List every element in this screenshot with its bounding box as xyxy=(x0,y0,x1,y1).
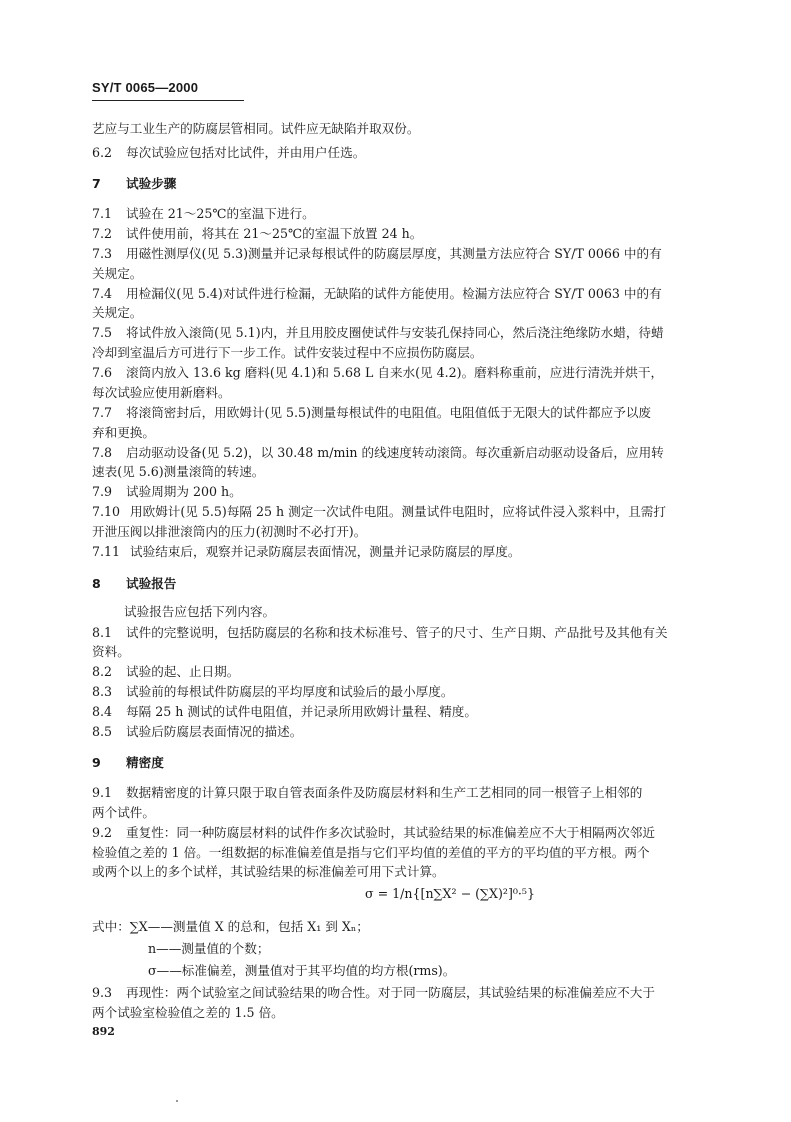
clause-number: 7.5 xyxy=(92,325,113,340)
clause-number: 7.10 xyxy=(92,504,121,519)
clause-number: 7.6 xyxy=(92,365,113,380)
clause-number: 8.2 xyxy=(92,664,113,679)
clause-7-6-cont xyxy=(92,382,712,404)
paragraph-line xyxy=(92,118,712,140)
section-number: 7 xyxy=(92,176,101,191)
section-title: 试验步骤 xyxy=(126,176,177,191)
clause-text: 每次试验应包括对比试件，并由用户任选。 xyxy=(126,145,366,160)
std-dev-formula: σ = 1/n{[n∑X² − (∑X)²]⁰·⁵} xyxy=(365,886,535,901)
clause-9-1-cont xyxy=(92,802,712,824)
clause-text: 再现性：两个试验室之间试验结果的吻合性。对于同一防腐层，其试验结果的标准偏差应不大于 xyxy=(126,985,655,1000)
clause-text: 启动驱动设备(见 5.2)，以 30.48 m/min 的线速度转动滚筒。每次重新启动驱动设备后，应用转 xyxy=(126,445,664,460)
clause-text: 试验前的每根试件防腐层的平均厚度和试验后的最小厚度。 xyxy=(126,684,454,699)
clause-text: 试验周期为 200 h。 xyxy=(126,484,242,499)
clause-text: 试验的起、止日期。 xyxy=(126,664,240,679)
section-7-heading xyxy=(92,173,712,195)
clause-text: 或两个以上的多个试样，其试验结果的标准偏差可用下式计算。 xyxy=(92,864,445,879)
clause-number: 7.11 xyxy=(92,544,121,559)
clause-7-1 xyxy=(92,203,712,225)
clause-7-7-cont xyxy=(92,422,712,444)
clause-7-8-cont xyxy=(92,461,712,483)
clause-7-9 xyxy=(92,481,712,503)
clause-text: 开泄压阀以排泄滚筒内的压力(初测时不必打开)。 xyxy=(92,524,367,539)
clause-7-7 xyxy=(92,402,712,424)
clause-number: 7.1 xyxy=(92,206,113,221)
section-8-intro xyxy=(92,601,744,623)
section-8-heading xyxy=(92,573,712,595)
clause-6-2 xyxy=(92,142,712,164)
clause-number: 7.9 xyxy=(92,484,113,499)
clause-number: 7.3 xyxy=(92,246,113,261)
clause-text: 关规定。 xyxy=(92,305,143,320)
clause-8-3 xyxy=(92,681,712,703)
formula-legend-n: n——测量值的个数； xyxy=(148,941,270,956)
clause-7-4-cont xyxy=(92,302,712,324)
clause-number: 8.5 xyxy=(92,724,113,739)
clause-text: 每隔 25 h 测试的试件电阻值，并记录所用欧姆计量程、精度。 xyxy=(126,704,477,719)
clause-text: 资料。 xyxy=(92,644,130,659)
clause-text: 速表(见 5.6)测量滚筒的转速。 xyxy=(92,464,265,479)
clause-7-6 xyxy=(92,362,712,384)
clause-number: 7.4 xyxy=(92,286,113,301)
clause-9-2-cont2 xyxy=(92,861,712,883)
clause-7-10 xyxy=(92,501,712,523)
clause-number: 9.1 xyxy=(92,785,113,800)
clause-text: 试验结束后，观察并记录防腐层表面情况，测量并记录防腐层的厚度。 xyxy=(130,544,521,559)
clause-8-4 xyxy=(92,701,712,723)
section-9-heading xyxy=(92,752,712,774)
clause-number: 8.3 xyxy=(92,684,113,699)
clause-text: 将滚筒密封后，用欧姆计(见 5.5)测量每根试件的电阻值。电阻值低于无限大的试件都应予以废 xyxy=(126,405,652,420)
clause-text: 两个试件。 xyxy=(92,805,155,820)
clause-text: 试件的完整说明，包括防腐层的名称和技术标准号、管子的尺寸、生产日期、产品批号及其他有关 xyxy=(126,625,668,640)
page-header xyxy=(92,80,244,95)
clause-8-2 xyxy=(92,661,712,683)
clause-text: 冷却到室温后方可进行下一步工作。试件安装过程中不应损伤防腐层。 xyxy=(92,345,483,360)
clause-text: 数据精密度的计算只限于取自管表面条件及防腐层材料和生产工艺相同的同一根管子上相邻的 xyxy=(126,785,643,800)
clause-9-3 xyxy=(92,982,712,1004)
clause-number: 6.2 xyxy=(92,145,113,160)
clause-text: 重复性：同一种防腐层材料的试件作多次试验时，其试验结果的标准偏差应不大于相隔两次邻近 xyxy=(126,825,655,840)
clause-text: 每次试验应使用新磨料。 xyxy=(92,385,231,400)
clause-number: 9.2 xyxy=(92,825,113,840)
standard-code: SY/T 0065—2000 xyxy=(92,80,199,95)
page-number: 892 xyxy=(92,1025,115,1038)
clause-number: 7.8 xyxy=(92,445,113,460)
clause-text: 试验后防腐层表面情况的描述。 xyxy=(126,724,303,739)
scan-speck xyxy=(176,1100,178,1102)
header-rule xyxy=(92,100,244,101)
formula-legend-sigma: σ——标准偏差，测量值对于其平均值的均方根(rms)。 xyxy=(148,963,456,978)
clause-text: 试件使用前，将其在 21～25℃的室温下放置 24 h。 xyxy=(126,226,423,241)
clause-7-3 xyxy=(92,243,712,265)
clause-7-5 xyxy=(92,322,712,344)
section-title: 试验报告 xyxy=(126,576,177,591)
clause-text: 用检漏仪(见 5.4)对试件进行检漏，无缺陷的试件方能使用。检漏方法应符合 SY/T 0063 中的有 xyxy=(126,286,662,301)
clause-8-1-cont xyxy=(92,641,712,663)
clause-text: 弃和更换。 xyxy=(92,425,155,440)
clause-text: 将试件放入滚筒(见 5.1)内，并且用胶皮圈使试件与安装孔保持同心，然后浇注绝缘防水蜡，待蜡 xyxy=(126,325,664,340)
text: 艺应与工业生产的防腐层管相同。试件应无缺陷并取双份。 xyxy=(92,121,420,136)
clause-7-3-cont xyxy=(92,263,712,285)
section-number: 8 xyxy=(92,576,101,591)
section-title: 精密度 xyxy=(126,755,164,770)
clause-text: 用磁性测厚仪(见 5.3)测量并记录每根试件的防腐层厚度，其测量方法应符合 SY/T 0066 中的有 xyxy=(126,246,662,261)
clause-text: 滚筒内放入 13.6 kg 磨料(见 4.1)和 5.68 L 自来水(见 4.2)。磨料称重前，应进行清洗并烘干， xyxy=(126,365,664,380)
clause-text: 关规定。 xyxy=(92,266,143,281)
clause-text: 试验在 21～25℃的室温下进行。 xyxy=(126,206,315,221)
formula-legend-sum: 式中：∑X——测量值 X 的总和，包括 X₁ 到 Xₙ； xyxy=(92,919,369,934)
paragraph-text: 试验报告应包括下列内容。 xyxy=(124,604,276,619)
clause-9-3-cont xyxy=(92,1002,712,1024)
clause-7-11 xyxy=(92,541,712,563)
clause-number: 8.4 xyxy=(92,704,113,719)
clause-number: 9.3 xyxy=(92,985,113,1000)
clause-9-1 xyxy=(92,782,712,804)
clause-number: 7.2 xyxy=(92,226,113,241)
clause-7-5-cont xyxy=(92,342,712,364)
clause-8-5 xyxy=(92,721,712,743)
section-number: 9 xyxy=(92,755,101,770)
clause-number: 8.1 xyxy=(92,625,113,640)
clause-9-2 xyxy=(92,822,712,844)
clause-number: 7.7 xyxy=(92,405,113,420)
clause-text: 用欧姆计(见 5.5)每隔 25 h 测定一次试件电阻。测量试件电阻时，应将试件浸入浆料中，且需打 xyxy=(130,504,666,519)
clause-7-10-cont xyxy=(92,521,712,543)
clause-text: 检验值之差的 1 倍。一组数据的标准偏差值是指与它们平均值的差值的平方的平均值的平方根。两个 xyxy=(92,845,650,860)
clause-7-2 xyxy=(92,223,712,245)
clause-text: 两个试验室检验值之差的 1.5 倍。 xyxy=(92,1005,284,1020)
